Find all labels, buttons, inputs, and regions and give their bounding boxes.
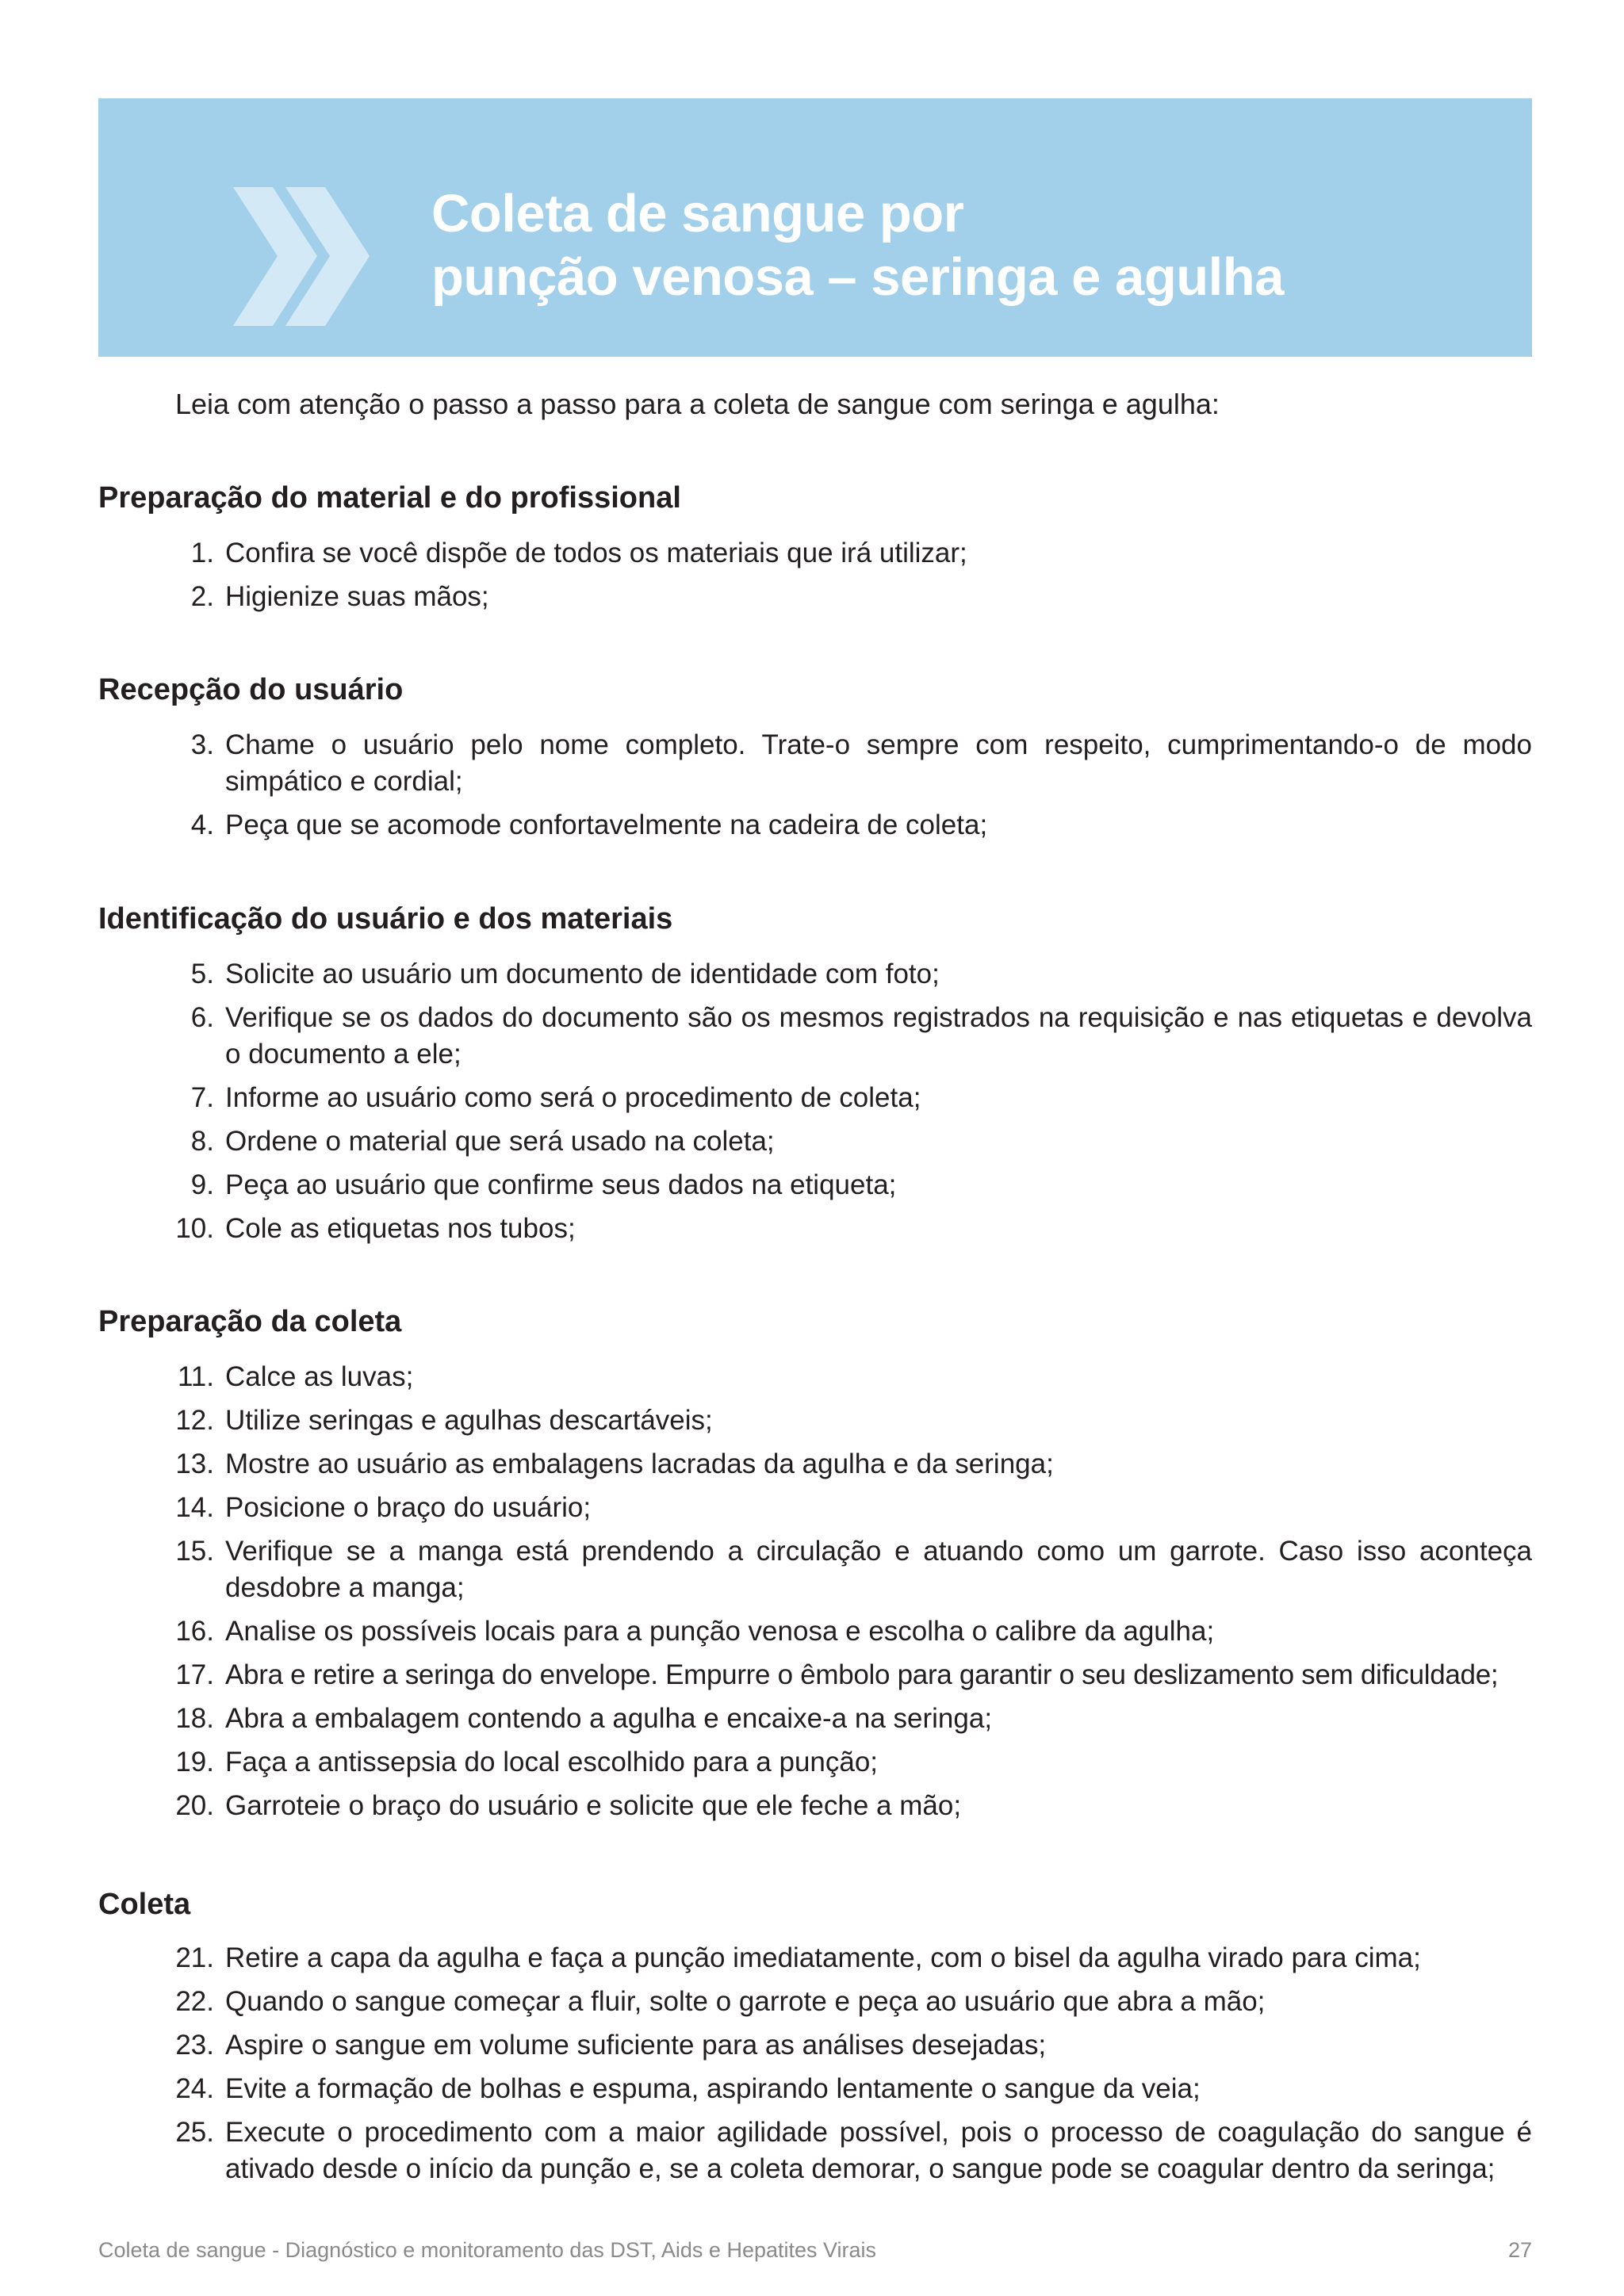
step-text: Analise os possíveis locais para a punção venosa e escolha o calibre da agulha; [225, 1616, 1215, 1647]
section-heading: Coleta [98, 1888, 191, 1921]
step-number: 17. [175, 1659, 214, 1690]
step-text: Utilize seringas e agulhas descartáveis; [225, 1405, 713, 1436]
step-number: 19. [175, 1747, 214, 1777]
page-number: 27 [1507, 2238, 1532, 2262]
step-number: 21. [175, 1942, 214, 1973]
step-number: 23. [175, 2030, 214, 2061]
page-title-line-2: punção venosa – seringa e agulha [431, 247, 1284, 307]
step-number: 2. [190, 581, 214, 612]
section-heading: Identificação do usuário e dos materiais [98, 902, 673, 936]
step-number: 16. [175, 1616, 214, 1647]
step-number: 22. [175, 1986, 214, 2017]
step-text: Posicione o braço do usuário; [225, 1492, 592, 1523]
step-text: Abra a embalagem contendo a agulha e encaixe-a na seringa; [225, 1703, 993, 1734]
step-number: 3. [190, 729, 214, 760]
step-text: Abra e retire a seringa do envelope. Empurre o êmbolo para garantir o seu deslizamento sem dificuldade; [225, 1659, 1499, 1690]
step-number: 1. [190, 538, 214, 568]
step-text: Confira se você dispõe de todos os materiais que irá utilizar; [225, 538, 967, 568]
page-title-line-1: Coleta de sangue por [431, 184, 964, 243]
step-text: Peça ao usuário que confirme seus dados na etiqueta; [225, 1169, 897, 1200]
step-number: 5. [190, 959, 214, 989]
step-number: 18. [175, 1703, 214, 1734]
step-number: 13. [175, 1448, 214, 1479]
step-number: 9. [190, 1169, 214, 1200]
step-number: 7. [190, 1082, 214, 1113]
double-chevron-right-icon [233, 187, 376, 326]
step-text: Chame o usuário pelo nome completo. Trate-o sempre com respeito, cumprimentando-o de modo simpático e cordial; [225, 729, 1532, 797]
step-text: Evite a formação de bolhas e espuma, aspirando lentamente o sangue da veia; [225, 2073, 1201, 2104]
step-number: 24. [175, 2073, 214, 2104]
step-number: 10. [175, 1213, 214, 1244]
step-text: Quando o sangue começar a fluir, solte o garrote e peça ao usuário que abra a mão; [225, 1986, 1266, 2017]
step-text: Mostre ao usuário as embalagens lacradas da agulha e da seringa; [225, 1448, 1054, 1479]
step-text: Informe ao usuário como será o procedimento de coleta; [225, 1082, 921, 1113]
step-text: Cole as etiquetas nos tubos; [225, 1213, 576, 1244]
step-number: 4. [190, 809, 214, 840]
step-text: Verifique se a manga está prendendo a circulação e atuando como um garrote. Caso isso aconteça desdobre a manga; [225, 1536, 1532, 1603]
page-title [431, 182, 1284, 309]
step-text: Faça a antissepsia do local escolhido para a punção; [225, 1747, 879, 1777]
step-text: Ordene o material que será usado na coleta; [225, 1126, 775, 1157]
step-text: Garroteie o braço do usuário e solicite que ele feche a mão; [225, 1790, 962, 1821]
section-heading: Preparação da coleta [98, 1305, 402, 1338]
step-text: Execute o procedimento com a maior agilidade possível, pois o processo de coagulação do sangue é ativado desde o início da punção e, se a coleta demorar, o sangue pode se coagular dentro da seringa; [225, 2117, 1532, 2184]
footer-text: Coleta de sangue - Diagnóstico e monitoramento das DST, Aids e Hepatites Virais [98, 2238, 877, 2262]
step-number: 8. [190, 1126, 214, 1157]
step-number: 12. [175, 1405, 214, 1436]
section-heading: Recepção do usuário [98, 673, 404, 706]
step-text: Verifique se os dados do documento são os mesmos registrados na requisição e nas etiquetas e devolva o documento a ele; [225, 1002, 1532, 1070]
step-number: 25. [175, 2117, 214, 2148]
step-text: Retire a capa da agulha e faça a punção imediatamente, com o bisel da agulha virado para cima; [225, 1942, 1421, 1973]
step-number: 15. [175, 1536, 214, 1567]
section-heading: Preparação do material e do profissional [98, 481, 681, 515]
step-text: Calce as luvas; [225, 1361, 414, 1392]
step-number: 11. [177, 1361, 214, 1392]
step-text: Higienize suas mãos; [225, 581, 489, 612]
step-text: Solicite ao usuário um documento de identidade com foto; [225, 959, 940, 989]
intro-text: Leia com atenção o passo a passo para a coleta de sangue com seringa e agulha: [175, 388, 1220, 420]
title-banner [98, 98, 1532, 357]
step-text: Aspire o sangue em volume suficiente para as análises desejadas; [225, 2030, 1047, 2061]
step-number: 6. [190, 1002, 214, 1033]
step-number: 14. [175, 1492, 214, 1523]
step-number: 20. [175, 1790, 214, 1821]
step-text: Peça que se acomode confortavelmente na cadeira de coleta; [225, 809, 988, 840]
